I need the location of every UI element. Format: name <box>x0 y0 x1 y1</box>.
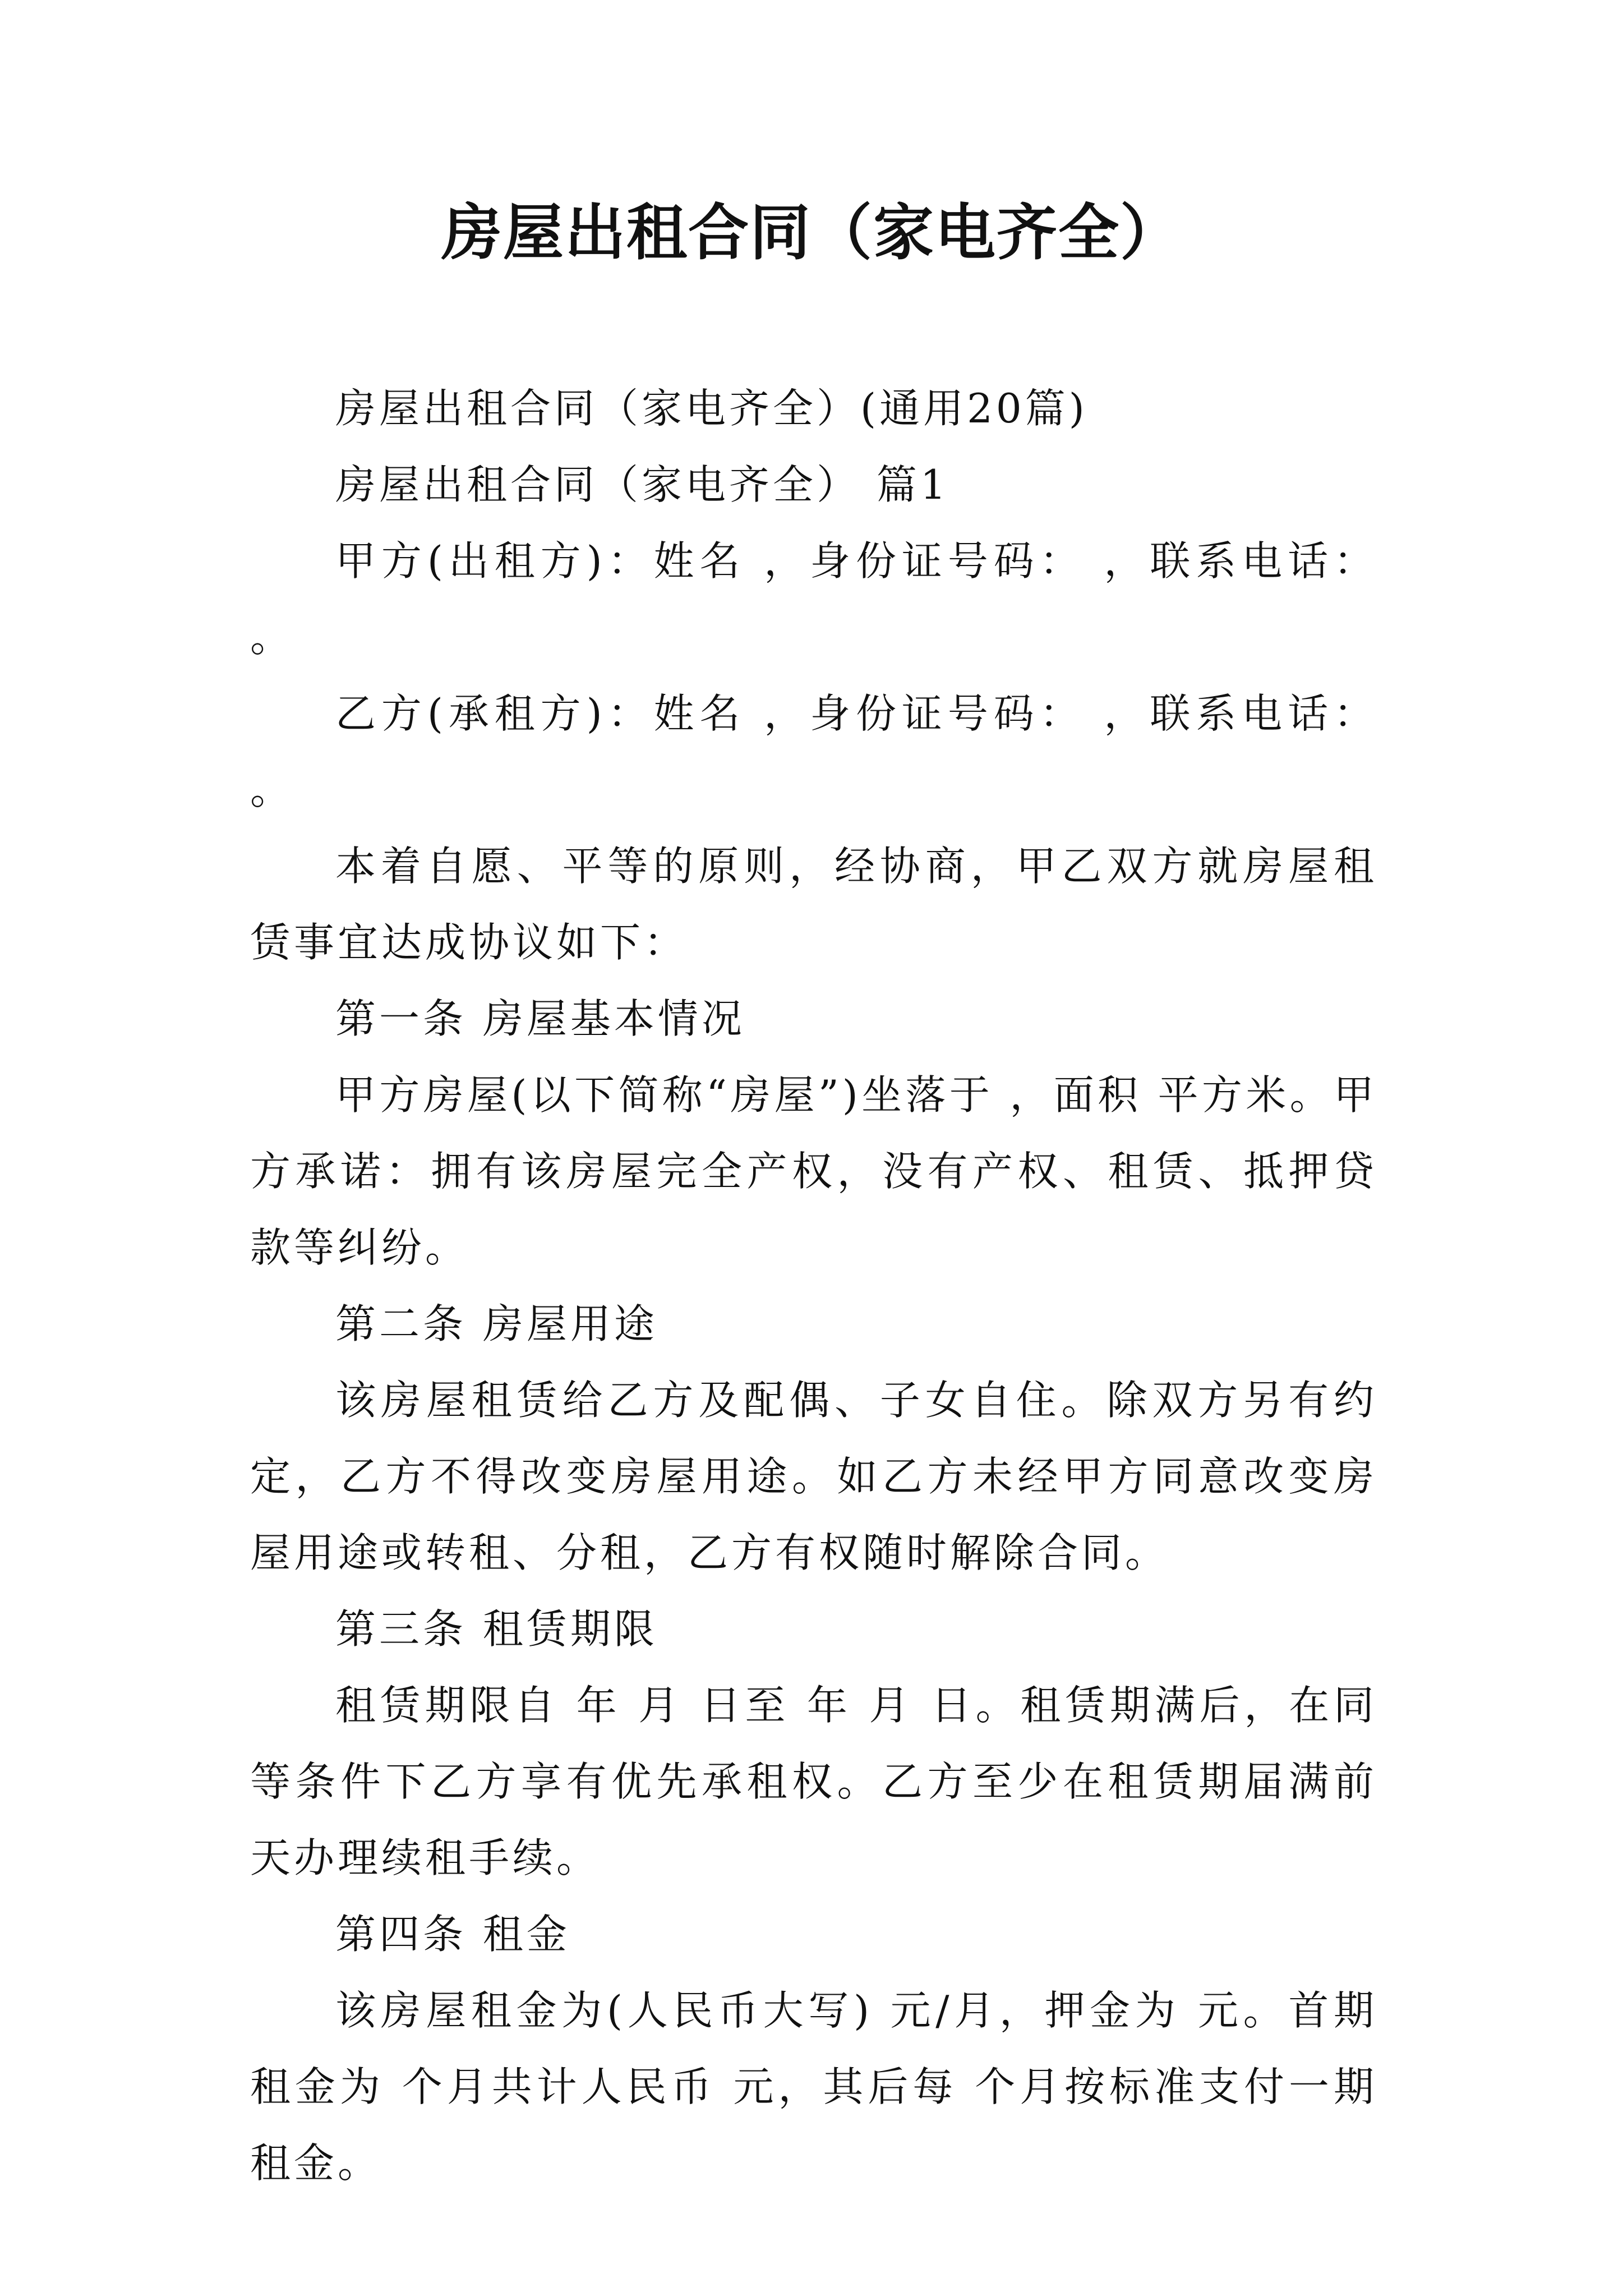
document-body <box>250 370 1377 2201</box>
document-title: 房屋出租合同（家电齐全） <box>441 197 1182 268</box>
article-4-text: 该房屋租金为(人民币大写) 元/月，押金为 元。首期租金为 个月共计人民币 元，其后每 个月按标准支付一期租金。 <box>250 1987 1377 2187</box>
paragraph-party-b: 乙方(承租方)：姓名 ，身份证号码： ，联系电话： 。 <box>250 690 1377 813</box>
paragraph-part-heading: 房屋出租合同（家电齐全） 篇1 <box>335 461 949 508</box>
paragraph-party-a: 甲方(出租方)：姓名 ，身份证号码： ，联系电话： 。 <box>250 537 1377 661</box>
article-1-heading: 第一条 房屋基本情况 <box>335 995 745 1042</box>
article-3-text: 租赁期限自 年 月 日至 年 月 日。租赁期满后，在同等条件下乙方享有优先承租权。乙方至少在租赁期届满前 天办理续租手续。 <box>250 1682 1377 1881</box>
paragraph-preamble: 本着自愿、平等的原则，经协商，甲乙双方就房屋租赁事宜达成协议如下： <box>250 843 1377 966</box>
article-2-text: 该房屋租赁给乙方及配偶、子女自住。除双方另有约定，乙方不得改变房屋用途。如乙方未经甲方同意改变房屋用途或转租、分租，乙方有权随时解除合同。 <box>250 1377 1377 1576</box>
article-4-heading: 第四条 租金 <box>335 1911 570 1958</box>
paragraph-subtitle: 房屋出租合同（家电齐全）(通用20篇) <box>335 385 1088 432</box>
article-1-text: 甲方房屋(以下简称“房屋”)坐落于 ，面积 平方米。甲方承诺：拥有该房屋完全产权，没有产权、租赁、抵押贷款等纠纷。 <box>250 1071 1377 1271</box>
article-2-heading: 第二条 房屋用途 <box>335 1300 658 1347</box>
article-3-heading: 第三条 租赁期限 <box>335 1605 658 1653</box>
